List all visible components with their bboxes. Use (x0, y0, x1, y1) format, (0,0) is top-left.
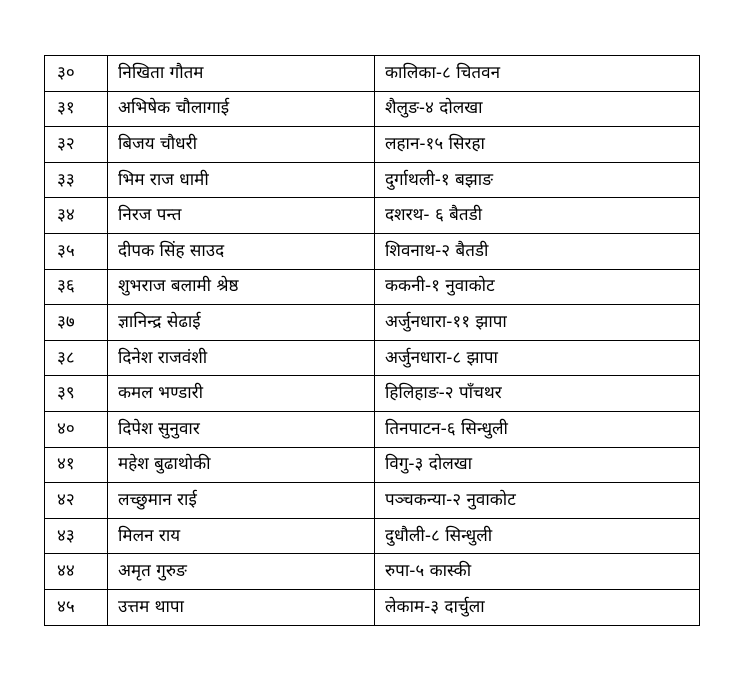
row-number: ३२ (45, 127, 108, 163)
person-name: उत्तम थापा (108, 589, 375, 625)
record-table (44, 55, 700, 626)
row-number: ३४ (45, 198, 108, 234)
table-row (45, 376, 700, 412)
person-name: कमल भण्डारी (108, 376, 375, 412)
row-number: ३८ (45, 340, 108, 376)
address: लेकाम-३ दार्चुला (375, 589, 700, 625)
address: पञ्चकन्या-२ नुवाकोट (375, 483, 700, 519)
person-name: दिनेश राजवंशी (108, 340, 375, 376)
person-name: दिपेश सुनुवार (108, 411, 375, 447)
person-name: निरज पन्त (108, 198, 375, 234)
row-number: ३६ (45, 269, 108, 305)
address: लहान-१५ सिरहा (375, 127, 700, 163)
row-number: ४१ (45, 447, 108, 483)
row-number: ४५ (45, 589, 108, 625)
table-row (45, 56, 700, 92)
address: दुर्गाथली-१ बझाङ (375, 162, 700, 198)
address: अर्जुनधारा-८ झापा (375, 340, 700, 376)
person-name: दीपक सिंह साउद (108, 233, 375, 269)
row-number: ३५ (45, 233, 108, 269)
table-row (45, 447, 700, 483)
row-number: ४२ (45, 483, 108, 519)
table-row (45, 589, 700, 625)
person-name: शुभराज बलामी श्रेष्ठ (108, 269, 375, 305)
address: शैलुङ-४ दोलखा (375, 91, 700, 127)
table-row (45, 411, 700, 447)
address: ककनी-१ नुवाकोट (375, 269, 700, 305)
row-number: ४३ (45, 518, 108, 554)
row-number: ४० (45, 411, 108, 447)
row-number: ३९ (45, 376, 108, 412)
person-name: मिलन राय (108, 518, 375, 554)
person-name: निखिता गौतम (108, 56, 375, 92)
row-number: ३३ (45, 162, 108, 198)
row-number: ३१ (45, 91, 108, 127)
table-row (45, 198, 700, 234)
address: दुधौली-८ सिन्धुली (375, 518, 700, 554)
table-row (45, 518, 700, 554)
person-name: महेश बुढाथोकी (108, 447, 375, 483)
table-row (45, 554, 700, 590)
person-name: अभिषेक चौलागाई (108, 91, 375, 127)
address: रुपा-५ कास्की (375, 554, 700, 590)
table-row (45, 340, 700, 376)
address: विगु-३ दोलखा (375, 447, 700, 483)
person-name: लच्छुमान राई (108, 483, 375, 519)
person-name: ज्ञानिन्द्र सेढाई (108, 305, 375, 341)
address: दशरथ- ६ बैतडी (375, 198, 700, 234)
person-name: अमृत गुरुङ (108, 554, 375, 590)
table-row (45, 269, 700, 305)
person-name: बिजय चौधरी (108, 127, 375, 163)
row-number: ४४ (45, 554, 108, 590)
address: अर्जुनधारा-११ झापा (375, 305, 700, 341)
table-row (45, 233, 700, 269)
person-name: भिम राज धामी (108, 162, 375, 198)
table-row (45, 127, 700, 163)
table-row (45, 91, 700, 127)
row-number: ३७ (45, 305, 108, 341)
record-table-body (45, 56, 700, 626)
address: हिलिहाङ-२ पाँचथर (375, 376, 700, 412)
table-row (45, 305, 700, 341)
address: कालिका-८ चितवन (375, 56, 700, 92)
address: तिनपाटन-६ सिन्धुली (375, 411, 700, 447)
row-number: ३० (45, 56, 108, 92)
table-row (45, 162, 700, 198)
table-row (45, 483, 700, 519)
address: शिवनाथ-२ बैतडी (375, 233, 700, 269)
